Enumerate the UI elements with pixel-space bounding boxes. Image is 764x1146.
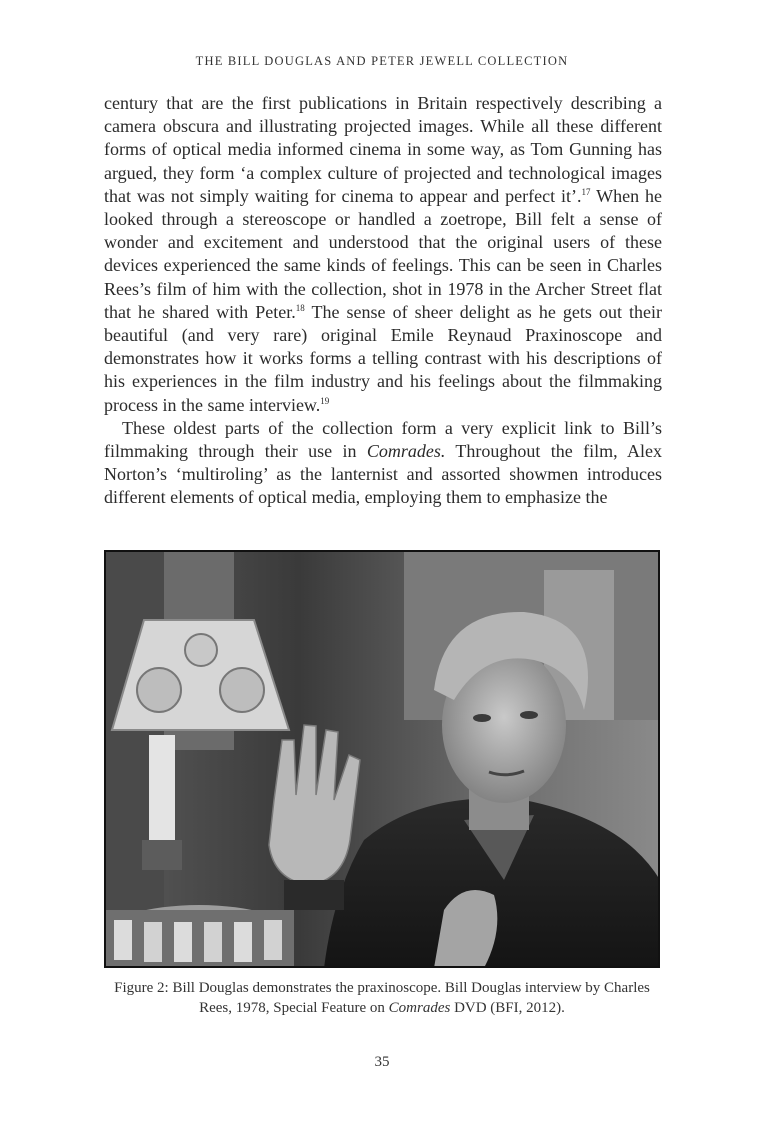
caption-part-b: DVD (BFI, 2012). xyxy=(450,1000,565,1016)
footnote-ref-17[interactable]: 17 xyxy=(581,186,591,197)
paragraph-2-part-a: These oldest parts of the collection form a very explicit link to Bill’s filmmaking through their use in xyxy=(104,417,662,462)
paragraph-1-part-c: The sense of sheer delight as he gets out their beautiful (and very rare) original Emile Reynaud Praxinoscope and demonstrates how it works forms a telling contrast with his descriptions of his experiences in the film industry and his feelings about the filmmaking process in the same interview. xyxy=(104,301,663,415)
film-title-comrades: Comrades. xyxy=(366,441,446,462)
paragraph-1-part-a: century that are the first publications in Britain respectively describing a camera obscura and illustrating projected images. While all these different forms of optical media informed cinema in some way, as Tom Gunning has argued, they form ‘a complex culture of projected and technological images that was not simply waiting for cinema to appear and perfect it’. xyxy=(104,93,662,206)
body-text xyxy=(104,92,662,510)
footnote-ref-18[interactable]: 18 xyxy=(295,302,305,313)
running-head: THE BILL DOUGLAS AND PETER JEWELL COLLECTION xyxy=(195,54,569,68)
figure-caption xyxy=(104,978,660,1018)
page-number: 35 xyxy=(374,1054,390,1070)
footnote-ref-19[interactable]: 19 xyxy=(320,395,330,406)
paragraph-1-part-b: When he looked through a stereoscope or handled a zoetrope, Bill felt a sense of wonder and excitement and understood that the original users of these devices experienced the same kinds of feelings. This can be seen in Charles Rees’s film of him with the collection, shot in 1978 in the Archer Street flat that he shared with Peter. xyxy=(104,185,662,322)
paragraph-1 xyxy=(104,92,662,417)
paragraph-2-part-b: Throughout the film, Alex Norton’s ‘multiroling’ as the lanternist and assorted showmen introduces different elements of optical media, employing them to emphasize the xyxy=(104,441,663,508)
caption-part-a: Figure 2: Bill Douglas demonstrates the praxinoscope. Bill Douglas interview by Charles Rees, 1978, Special Feature on xyxy=(114,980,650,1016)
figure-photo xyxy=(104,550,660,968)
photo-bill-douglas-praxinoscope xyxy=(104,550,660,968)
paragraph-2 xyxy=(104,417,662,510)
caption-film-title: Comrades xyxy=(388,1000,451,1016)
